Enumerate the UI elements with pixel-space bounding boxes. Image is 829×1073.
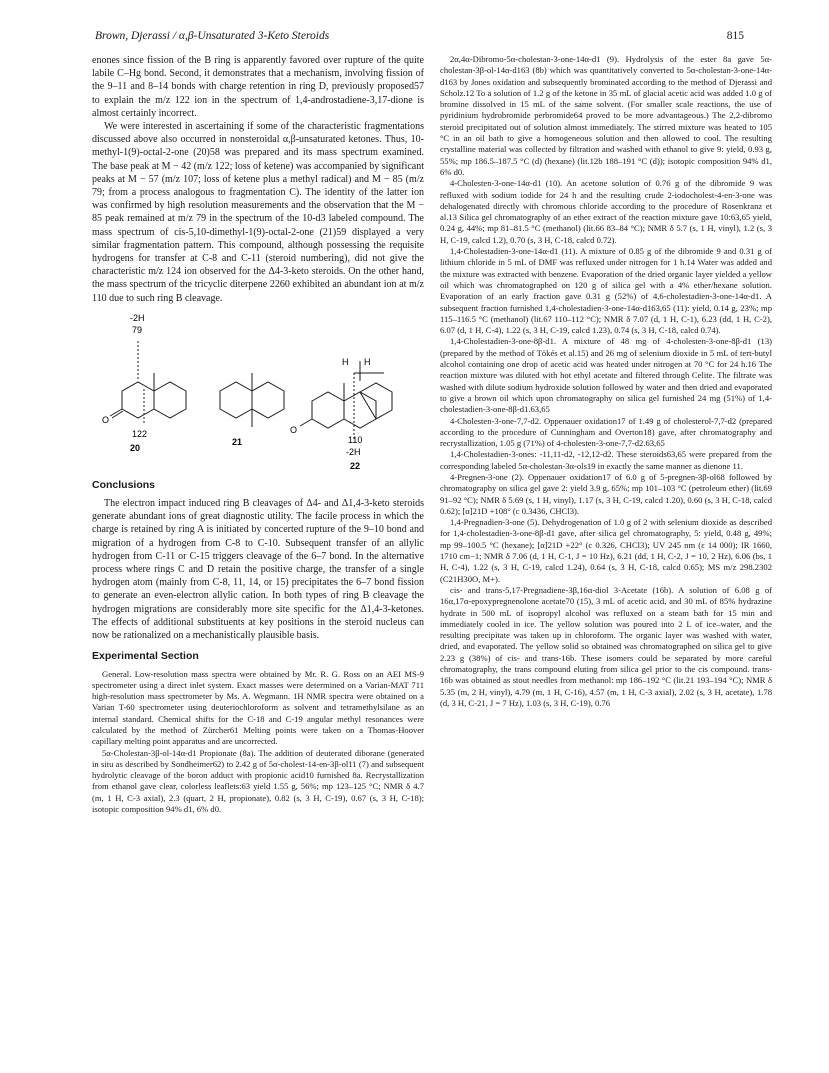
carbonyl-bond [300, 419, 312, 426]
label-minus2h: -2H [130, 312, 145, 323]
chemical-structures [92, 311, 424, 471]
paragraph: General. Low-resolution mass spectra were obtained by Mr. R. G. Ross on an AEI MS-9 spectrometer using a direct inlet system. Exact masses were determined on a Varian-MAT 711 high-resolution mass spectrometer by Ms. A. Wegmann. 1H NMR spectra were obtained on a Varian T-60 spectrometer using deuteriochloroform as solvent and tetramethylsilane as an internal standard. Chemical shifts for the C-18 and C-19 angular methyl resonances were calculated by the method of Zürcher61 Melting points were taken on a Thomas-Hoover capillary melting point apparatus and are uncorrected. [92, 668, 424, 747]
ring-21a [220, 382, 252, 418]
paragraph: 1,4-Cholestadien-3-one-14α-d1 (11). A mixture of 0.85 g of the dibromide 9 and 0.31 g of lithium chloride in 5 mL of DMF was refluxed under nitrogen for 1 h.14 Water was added and the mixture was extracted with benzene. Evaporation of the dried organic layer yielded a yellow oil which was chromatographed on 120 g of silica gel with a 4% ether/hexane solution. Evaporation of an early fraction gave 0.31 g (52%) of 4,6-cholestadien-3-one-14α-d1. A subsequent fraction furnished 1,4-cholestadien-3-one-14α-d163,65 (11): yield, 0.14 g, 23%; mp 115–116.5 °C (methanol) (lit.67 110–112 °C); NMR δ 7.07 (d, 1 H, C-1), 6.23 (dd, 1 H, C-2), 6.07 (d, 1 H, C-4), 1.22 (s, 3 H, C-19, calcd 1.23), 0.74 (s, 3 H, C-18, calcd 0.74). [440, 246, 772, 336]
paragraph: 1,4-Cholestadien-3-one-8β-d1. A mixture of 48 mg of 4-cholesten-3-one-8β-d1 (13) (prepared by the method of Tökés et al.15) and 26 mg of selenium dioxide in 5 mL of tert-butyl alcohol containing one drop of acetic acid was heated under nitrogen at 70 °C for 24 h.16 The reaction mixture was diluted with hot ethyl acetate and filtered through Celite. The filtrate was washed with dilute sodium hydroxide solution followed by water and then dried and evaporated to give a brown oil which upon chromatography on silica gel furnished 24 mg (51%) of 1,4-cholestadien-3-one-8β-d1.63,65 [440, 336, 772, 415]
paragraph: We were interested in ascertaining if some of the characteristic fragmentations discussed above also occurred in nonsteroidal α,β-unsaturated ketones. Thus, 10-methyl-1(9)-octal-2-one (20)58 was prepared and its mass spectrum examined. The base peak at M − 42 (m/z 122; loss of ketene) was accompanied by significant peaks at M − 57 (m/z 107; loss of ketene plus a methyl radical) and M − 85 (m/z 79; from a process analogous to fragmentation C). The identity of the latter ion was confirmed by high resolution measurements and the observation that the M − 85 peak remained at m/z 79 in the spectrum of the 10-d3 labeled compound. The mass spectrum of cis-5,10-dimethyl-1(9)-octal-2-one (21)59 displayed a very similar fragmentation pattern. This compound, although possessing the requisite hydrogens for transfer at C-8 and C-11 (steroid numbering), did not give the characteristic m/z 124 ion observed for the Δ4-3-keto steroids. On the other hand, the mass spectrum of the tricyclic diterpene 2260 exhibited an abundant ion at m/z 110 due to such ring B cleavage. [92, 121, 424, 304]
paragraph: The electron impact induced ring B cleavages of Δ4- and Δ1,4-3-keto steroids generate abundant ions of great diagnostic utility. The facile process in which the charge is retained by ring A is initiated by concerted rupture of the 9–10 bond and migration of a hydrogen from C-8 to C-10. Subsequent transfer of an allylic hydrogen from C-11 or C-15 triggers cleavage of the 6–7 bond. In the alternative process where rings C and D retain the positive charge, the transfer of a single hydrogen atom (mainly from C-8, 11, 14, or 15) precipitates the 6–7 bond fission to generate an even-electron allylic cation. In both types of ring B cleavage the hydrogen migrations are considerably more site specific for the Δ1,4-3-ketones. The effects of additional substituents at key positions in the steroid nucleus can now be rationalized on a mechanistically plausible basis. [92, 498, 424, 642]
label-122: 122 [132, 428, 148, 439]
paragraph: cis- and trans-5,17-Pregnadiene-3β,16α-diol 3-Acetate (16b). A solution of 6.08 g of 16α,17α-epoxypregnenolone acetate70 (15), 3 mL of acetic acid, and 30 mL of 85% hydrazine hydrate in 500 mL of isopropyl alcohol was refluxed on a steam bath for 15 min and immediately cooled in ice. The yellow solution was poured into 2 L of ice–water, and the resulting precipitate was taken up in chloroform. The organic layer was washed with water, dried, and evaporated. The yellow solid so obtained was chromatographed on silica gel to give 2.23 g (38%) of cis- and trans-16b. These isomers could be separated by more careful chromatography, the trans compound eluting from silica gel prior to the cis compound. trans-16b was obtained as stout needles from methanol: mp 186–192 °C (lit.21 193–194 °C); NMR δ 5.35 (m, 2 H, vinyl), 4.79 (m, 1 H, C-16), 4.57 (m, 1 H, C-3 axial), 2.02 (s, 3 H, acetate), 1.78 (d, 3 H, C-21, J = 7 Hz), 1.03 (s, 3 H, C-19), 0.76 [440, 584, 772, 708]
label-compound-22: 22 [350, 460, 361, 471]
label-h: H [364, 356, 371, 367]
label-110: 110 [348, 434, 363, 445]
structure-diagram [92, 311, 424, 471]
label-oxygen: O [290, 424, 298, 435]
ring-20b [154, 382, 186, 418]
right-column [440, 54, 772, 709]
label-79: 79 [132, 324, 143, 335]
experimental-section [92, 669, 424, 816]
label-oxygen: O [102, 414, 110, 425]
label-minus2h: -2H [346, 446, 361, 457]
page-number: 815 [726, 30, 744, 42]
running-header: Brown, Djerassi / α,β-Unsaturated 3-Keto Steroids [95, 30, 330, 42]
paragraph: 1,4-Pregnadien-3-one (5). Dehydrogenation of 1.0 g of 2 with selenium dioxide as described for 1,4-cholestadien-3-one-8β-d1 gave, after silica gel chromatography, 5: yield, 0.48 g, 49%; mp 99–100.5 °C (hexane); [α]21D +22° (c 0.326, CHCl3); UV 245 nm (ε 14 000); IR 1660, 1710 cm−1; NMR δ 7.06 (d, 1 H, C-1, J = 10 Hz), 6.21 (dd, 1 H, C-2, J = 10, 2 Hz), 6.06 (bs, 1 H, C-4), 1.22 (s, 3 H, C-19, calcd 1.24), 0.64 (s, 3 H, C-18, calcd 0.65); MS m/z 298.2302 (C21H30O, M+). [440, 517, 772, 584]
ring-21b [252, 382, 284, 418]
label-compound-21: 21 [232, 436, 243, 447]
section-heading: Experimental Section [92, 650, 199, 663]
ring-20a [122, 382, 154, 418]
ring-22a [312, 392, 344, 428]
paragraph: 4-Pregnen-3-one (2). Oppenauer oxidation17 of 6.0 g of 5-pregnen-3β-ol68 followed by chromatography on silica gel gave 2: yield 3.9 g, 65%; mp 101–103 °C (petroleum ether) (lit.69 91–92 °C); NMR δ 5.69 (s, 1 H, vinyl), 1.17 (s, 3 H, C-19, calcd 1.20), 0.60 (s, 3 H, C-18, calcd 0.62); [α]21D +108° (c 0.3436, CHCl3). [440, 471, 772, 516]
left-column [92, 54, 424, 815]
paragraph: 1,4-Cholestadien-3-ones: -11,11-d2, -12,12-d2. These steroids63,65 were prepared from the corresponding labeled 5α-cholestan-3α-ols19 in exactly the same manner as dienone 11. [440, 449, 772, 471]
paragraph: 4-Cholesten-3-one-7,7-d2. Oppenauer oxidation17 of 1.49 g of cholesterol-7,7-d2 (prepared according to the procedure of Cunningham and Overton18) gave, after chromatography and recrystallization, 1.05 g (71%) of 4-cholesten-3-one-7,7-d2.63,65 [440, 415, 772, 449]
label-compound-20: 20 [130, 442, 141, 453]
section-heading: Conclusions [92, 478, 156, 491]
paragraph: 5α-Cholestan-3β-ol-14α-d1 Propionate (8a). The addition of deuterated diborane (generated in situ as described by Sondheimer62) to 2.42 g of 5α-cholest-14-en-3β-ol11 (7) and subsequent hydrolytic cleavage of the boron adduct with propionic acid10 furnished 8a. Recrystallization from ethanol gave clear, colorless leaflets:63 yield 1.55 g, 56%; mp 123–125 °C; NMR δ 4.7 (m, 1 H, C-3 axial), 2.3 (quart, 2 H, propionate), 0.82 (s, 3 H, C-19), 0.67 (s, 3 H, C-18); isotopic composition 94% d1, 6% d0. [92, 747, 424, 815]
paragraph: enones since fission of the B ring is apparently favored over rupture of the quite labile C–Hg bond. Second, it demonstrates that a mechanism, involving fission of the 9–11 and 8–14 bonds with charge retention in ring D, previously proposed57 to explain the m/z 122 ion in the spectrum of 1,4-androstadiene-3,17-dione is almost certainly incorrect. [92, 55, 424, 119]
paragraph: 2α,4α-Dibromo-5α-cholestan-3-one-14α-d1 (9). Hydrolysis of the ester 8a gave 5α-cholestan-3β-ol-14α-d163 (8b) which was quantitatively converted to 5α-cholestan-3-one-14α-d163 by Jones oxidation and subsequently brominated according to the method of Djerassi and Scholz.12 To a solution of 1.2 g of the ketone in 35 mL of glacial acetic acid was added 1.0 g of bromine dissolved in 15 mL of the same solvent. (For smaller scale reactions, the use of pyridinium hydrobromide perbromide64 proved to be more advantageous.) The 2,2-dibromo steroid precipitated out of solution almost immediately. The stirred mixture was heated to 105 °C in an oil bath to give a homogeneous solution and then allowed to cool. The resulting crystalline material was collected by filtration and washed with ethanol to give 9: yield, 0.93 g, 55%; mp 186.5–187.5 °C (d) (hexane) (lit.12b 188–191 °C (d)); isotopic composition 94% d1, 6% d0. [440, 54, 772, 177]
paragraph: 4-Cholesten-3-one-14α-d1 (10). An acetone solution of 0.76 g of the dibromide 9 was refluxed with sodium iodide for 24 h and the resulting crude 2-iodocholest-4-en-3-one was dehalogenated directly with chromous chloride according to the procedure of Rosenkranz et al.13 Silica gel chromatography of an ether extract of the reaction mixture gave 10:63,65 yield, 0.24 g, 44%; mp 81–81.5 °C (methanol) (lit.66 83–84 °C); NMR δ 5.7 (s, 1 H, vinyl), 1.2 (s, 3 H, C-19, calcd 1.2), 0.70 (s, 3 H, C-18, calcd 0.72). [440, 178, 772, 245]
label-h: H [342, 356, 349, 367]
